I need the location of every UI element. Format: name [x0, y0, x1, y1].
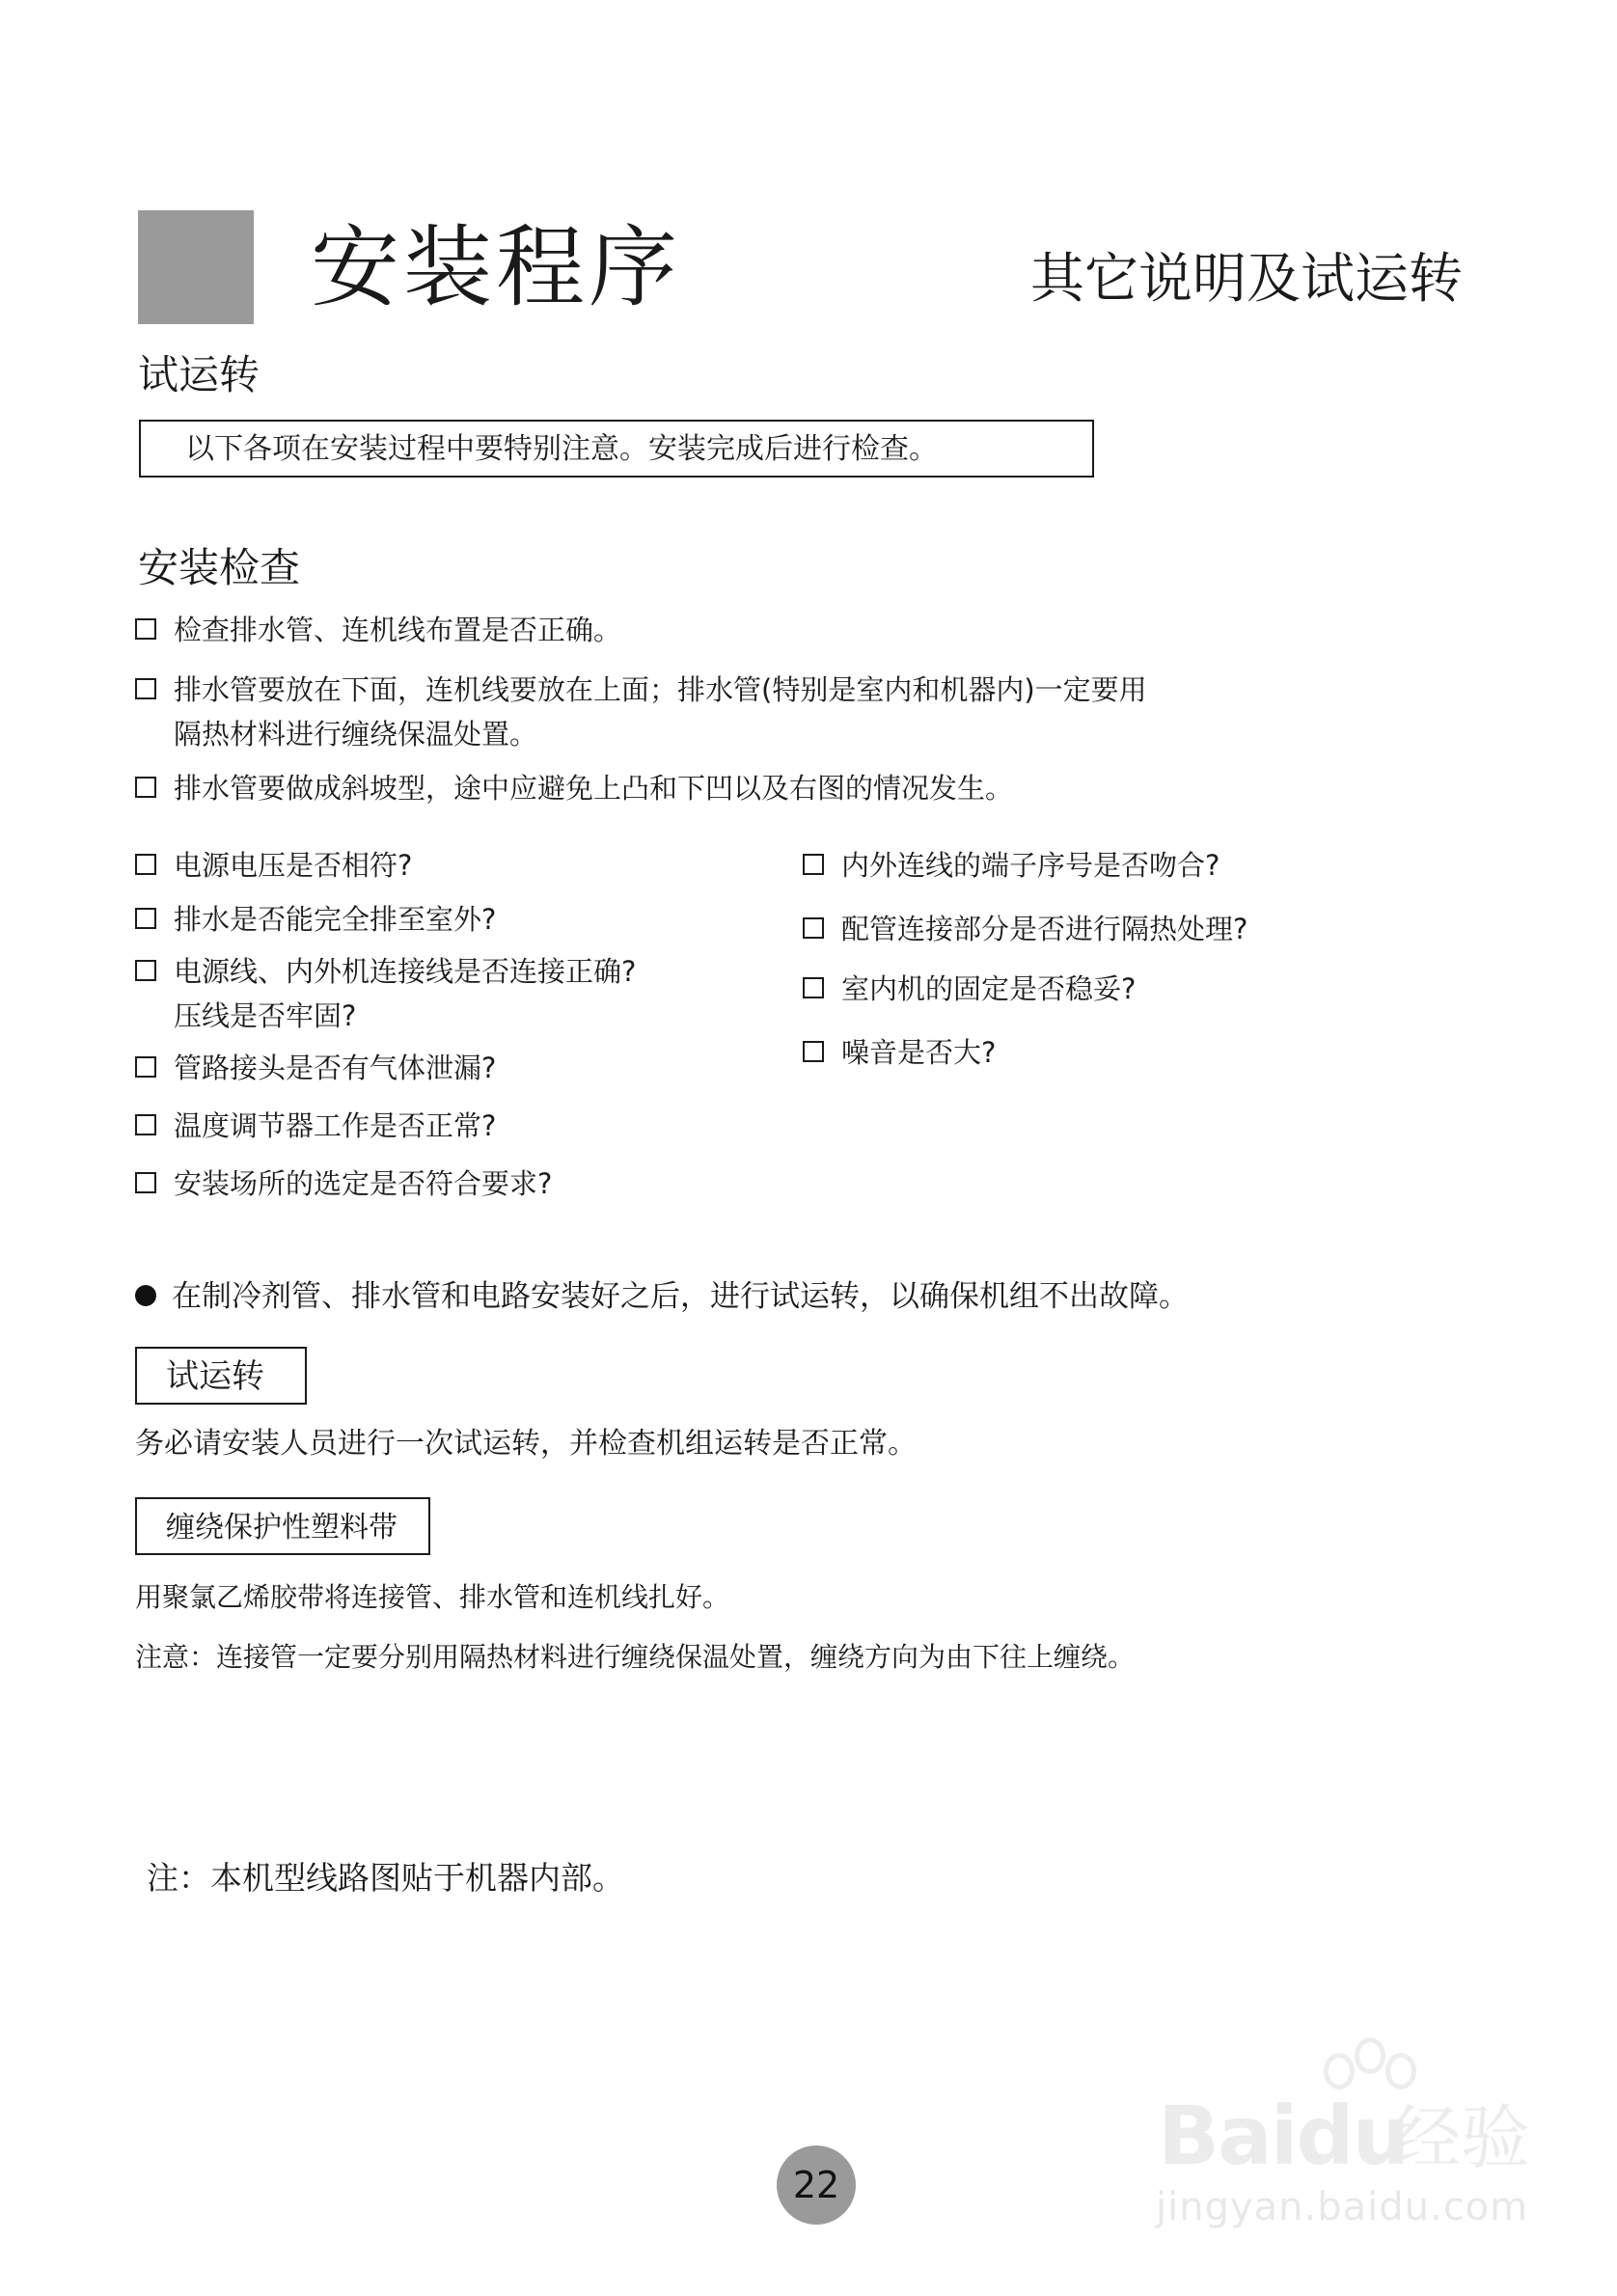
- page-title: 安装程序: [311, 216, 682, 319]
- paw-icon: [1385, 2053, 1416, 2090]
- check-item-text: 排水管要放在下面，连机线要放在上面；排水管(特别是室内和机器内)一定要用: [174, 673, 1147, 706]
- notice-text: 以下各项在安装过程中要特别注意。安装完成后进行检查。: [185, 432, 938, 466]
- trial-run-label: 试运转: [166, 1357, 264, 1396]
- section-heading-install-check: 安装检查: [138, 544, 301, 591]
- checkbox-icon: [803, 1041, 824, 1062]
- bullet-icon: [135, 1285, 156, 1306]
- checkbox-icon: [135, 908, 156, 929]
- check-item-text: 室内机的固定是否稳妥?: [841, 972, 1137, 1005]
- wrap-tape-label: 缠绕保护性塑料带: [166, 1511, 397, 1544]
- check-item-text: 安装场所的选定是否符合要求?: [174, 1167, 553, 1200]
- check-item-text: 电源线、内外机连接线是否连接正确?: [174, 955, 637, 988]
- check-item: [135, 1162, 552, 1206]
- check-item-text: 内外连线的端子序号是否吻合?: [841, 849, 1220, 882]
- check-item-text: 管路接头是否有气体泄漏?: [174, 1052, 497, 1084]
- header-gray-block: [138, 210, 254, 324]
- check-item: [135, 949, 636, 1039]
- page-subtitle: 其它说明及试运转: [1030, 248, 1463, 311]
- footnote: 注：本机型线路图贴于机器内部。: [147, 1859, 624, 1897]
- check-item: [803, 907, 1247, 951]
- trial-run-note: [135, 1273, 1189, 1322]
- checkbox-icon: [135, 777, 156, 798]
- wrap-tape-caution: 注意：连接管一定要分别用隔热材料进行缠绕保温处置，缠绕方向为由下往上缠绕。: [135, 1641, 1136, 1673]
- checkbox-icon: [803, 977, 824, 998]
- checkbox-icon: [135, 678, 156, 699]
- trial-run-note-text: 在制冷剂管、排水管和电路安装好之后，进行试运转，以确保机组不出故障。: [172, 1279, 1189, 1314]
- wrap-tape-text: 用聚氯乙烯胶带将连接管、排水管和连机线扎好。: [135, 1581, 730, 1613]
- check-item: [803, 967, 1136, 1011]
- check-item-text-cont: 隔热材料进行缠绕保温处置。: [174, 718, 538, 752]
- check-item: [135, 766, 1013, 810]
- check-item: [135, 668, 1147, 757]
- check-item-text-cont: 压线是否牢固?: [174, 999, 357, 1033]
- checkbox-icon: [135, 1114, 156, 1135]
- notice-box: [139, 420, 1094, 478]
- check-item: [803, 1030, 996, 1075]
- paw-icon: [1355, 2037, 1385, 2074]
- watermark-cn: 经验: [1391, 2097, 1531, 2178]
- check-item: [135, 608, 621, 652]
- check-item: [135, 897, 496, 942]
- check-item-text: 温度调节器工作是否正常?: [174, 1109, 497, 1142]
- wrap-tape-label-box: [135, 1497, 430, 1555]
- check-item: [803, 843, 1220, 888]
- checkbox-icon: [135, 1172, 156, 1193]
- trial-run-text: 务必请安装人员进行一次试运转，并检查机组运转是否正常。: [135, 1427, 917, 1461]
- checkbox-icon: [803, 917, 824, 939]
- checkbox-icon: [135, 960, 156, 981]
- check-item-text: 电源电压是否相符?: [174, 849, 413, 882]
- check-item-text: 配管连接部分是否进行隔热处理?: [841, 913, 1248, 945]
- checkbox-icon: [135, 1056, 156, 1078]
- check-item-text: 检查排水管、连机线布置是否正确。: [174, 614, 622, 646]
- check-item: [135, 1046, 496, 1090]
- check-item: [135, 1104, 496, 1148]
- check-item: [135, 843, 412, 888]
- section-heading-trial: 试运转: [138, 351, 260, 398]
- checkbox-icon: [803, 854, 824, 875]
- check-item-text: 排水是否能完全排至室外?: [174, 903, 497, 936]
- check-item-text: 噪音是否大?: [841, 1036, 997, 1069]
- checkbox-icon: [135, 618, 156, 640]
- paw-icon: [1324, 2053, 1355, 2090]
- check-item-text: 排水管要做成斜坡型，途中应避免上凸和下凹以及右图的情况发生。: [174, 772, 1014, 805]
- page-number: 22: [777, 2146, 856, 2225]
- trial-run-label-box: [135, 1347, 307, 1405]
- watermark-url: jingyan.baidu.com: [1156, 2185, 1529, 2229]
- watermark-brand: Baidu: [1158, 2089, 1409, 2183]
- checkbox-icon: [135, 854, 156, 875]
